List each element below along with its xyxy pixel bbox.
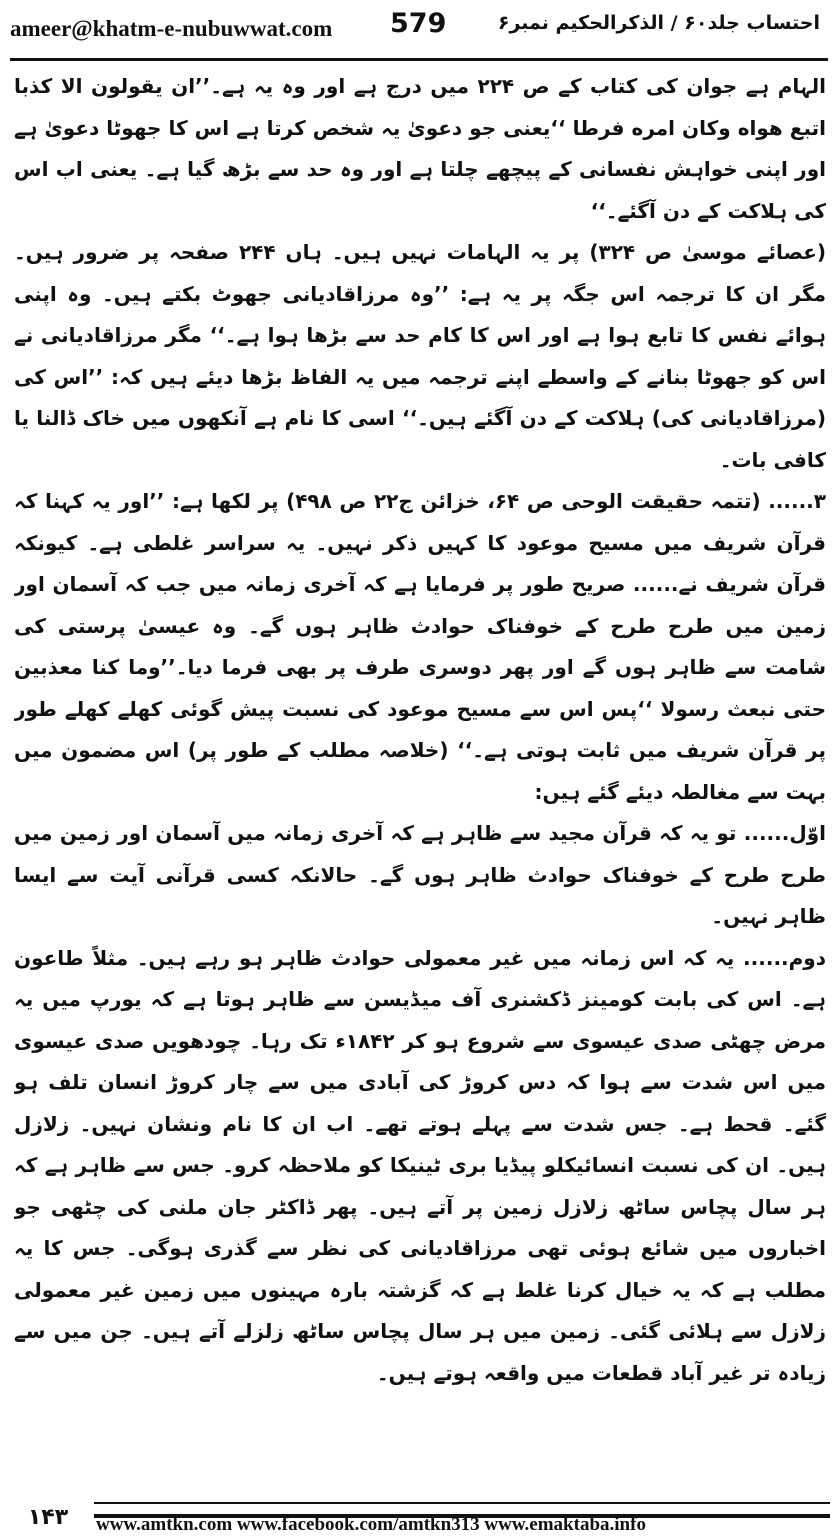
paragraph-doam: دوم...... یہ کہ اس زمانہ میں غیر معمولی حوادث ظاہر ہو رہے ہیں۔ مثلاً طاعون ہے۔ اس کی بابت کومینز ڈکشنری آف میڈیسن سے ظاہر ہوتا ہے کہ یورپ میں یہ مرض چھٹی صدی عیسوی سے شروع ہو کر ۱۸۴۲ء تک رہا۔ چودھویں صدی عیسوی میں اس شدت سے ہوا کہ دس کروڑ کی آبادی میں سے چار کروڑ انسان تلف ہو گئے۔ قحط ہے۔ جس شدت سے پہلے ہوتے تھے۔ اب ان کا نام ونشان نہیں۔ زلازل ہیں۔ ان کی نسبت انسائیکلو پیڈیا بری ٹینیکا کو ملاحظہ کرو۔ جس سے ظاہر ہے کہ ہر سال پچاس ساٹھ زلازل زمین پر آتے ہیں۔ پھر ڈاکٹر جان ملنی کی چٹھی جو اخباروں میں شائع ہوئی تھی مرزاقادیانی کی نظر سے گذری ہوگی۔ جس کا یہ مطلب ہے کہ یہ خیال کرنا غلط ہے کہ گزشتہ بارہ مہینوں میں زمین غیر معمولی زلازل سے ہلائی گئی۔ زمین میں ہر سال پچاس ساٹھ زلزلے آتے ہیں۔ جن میں سے زیادہ تر غیر آباد قطعات میں واقعہ ہوتے ہیں۔ (14, 945, 826, 1385)
header-divider (10, 58, 828, 61)
paragraph-asa-e-musa: (عصائے موسیٰ ص ۳۲۴) پر یہ الہامات نہیں ہیں۔ ہاں ۲۴۴ صفحہ پر ضرور ہیں۔ مگر ان کا ترجمہ اس جگہ پر یہ ہے: ’’وہ مرزاقادیانی جھوٹ بکتے ہیں۔ وہ اپنی ہوائے نفس کا تابع ہوا ہے اور اس کا کام حد سے بڑھا ہوا ہے۔‘‘ مگر مرزاقادیانی نے اس کو جھوٹا بنانے کے واسطے اپنے ترجمہ میں یہ الفاظ بڑھا دیئے ہیں کہ: ’’اس کی (مرزاقادیانی کی) ہلاکت کے دن آگئے ہیں۔‘‘ اسی کا نام ہے آنکھوں میں خاک ڈالنا یا کافی بات۔ (14, 240, 826, 472)
footer-page-number: ۱۴۳ (27, 1505, 69, 1530)
page-header (0, 0, 840, 60)
paragraph-point-3: ۳...... (تتمہ حقیقت الوحی ص ۶۴، خزائن ج۲۲ ص ۴۹۸) پر لکھا ہے: ’’اور یہ کہنا کہ قرآن شریف میں مسیح موعود کا کہیں ذکر نہیں۔ یہ سراسر غلطی ہے۔ کیونکہ قرآن شریف نے...... صریح طور پر فرمایا ہے کہ آخری زمانہ میں جب کہ آسمان اور زمین میں طرح طرح کے خوفناک حوادث ظاہر ہوں گے۔ وہ عیسیٰ پرستی کی شامت سے ظاہر ہوں گے اور پھر دوسری طرف پر بھی فرما دیا۔’’وما کنا معذبين حتى نبعث رسولا ‘‘پس اس سے مسیح موعود کی نسبت پیش گوئی کھلے کھلے طور پر قرآن شریف میں ثابت ہوتی ہے۔‘‘ (خلاصہ مطلب کے طور پر) اس مضمون میں بہت سے مغالطہ دیئے گئے ہیں: (14, 489, 826, 804)
header-email: ameer@khatm-e-nubuwwat.com (10, 16, 333, 41)
page-footer (0, 1496, 840, 1540)
paragraph-ilham: الہام ہے جوان کی کتاب کے ص ۲۲۴ میں درج ہے اور وہ یہ ہے۔’’ان یقولون الا کذبا اتبع هواه وكان امره فرطا ‘‘یعنی جو دعویٰ یہ شخص کرتا ہے اس کا جھوٹا دعویٰ ہے اور اپنی خواہش نفسانی کے پیچھے چلتا ہے اور وہ حد سے بڑھ گیا ہے۔ یعنی اب اس کی ہلاکت کے دن آگئے۔‘‘ (14, 74, 826, 223)
header-page-number: 579 (390, 8, 447, 39)
footer-urls: www.amtkn.com www.facebook.com/amtkn313 www.emaktaba.info (96, 1514, 646, 1535)
header-title: احتساب جلد۶۰ / الذکرالحکیم نمبر۶ (497, 12, 820, 34)
article-body (14, 66, 826, 1461)
paragraph-awwal: اوّل...... تو یہ کہ قرآن مجید سے ظاہر ہے کہ آخری زمانہ میں آسمان اور زمین میں طرح طرح کے خوفناک حوادث ظاہر ہوں گے۔ حالانکہ کسی قرآنی آیت سے ایسا ظاہر نہیں۔ (14, 821, 826, 928)
